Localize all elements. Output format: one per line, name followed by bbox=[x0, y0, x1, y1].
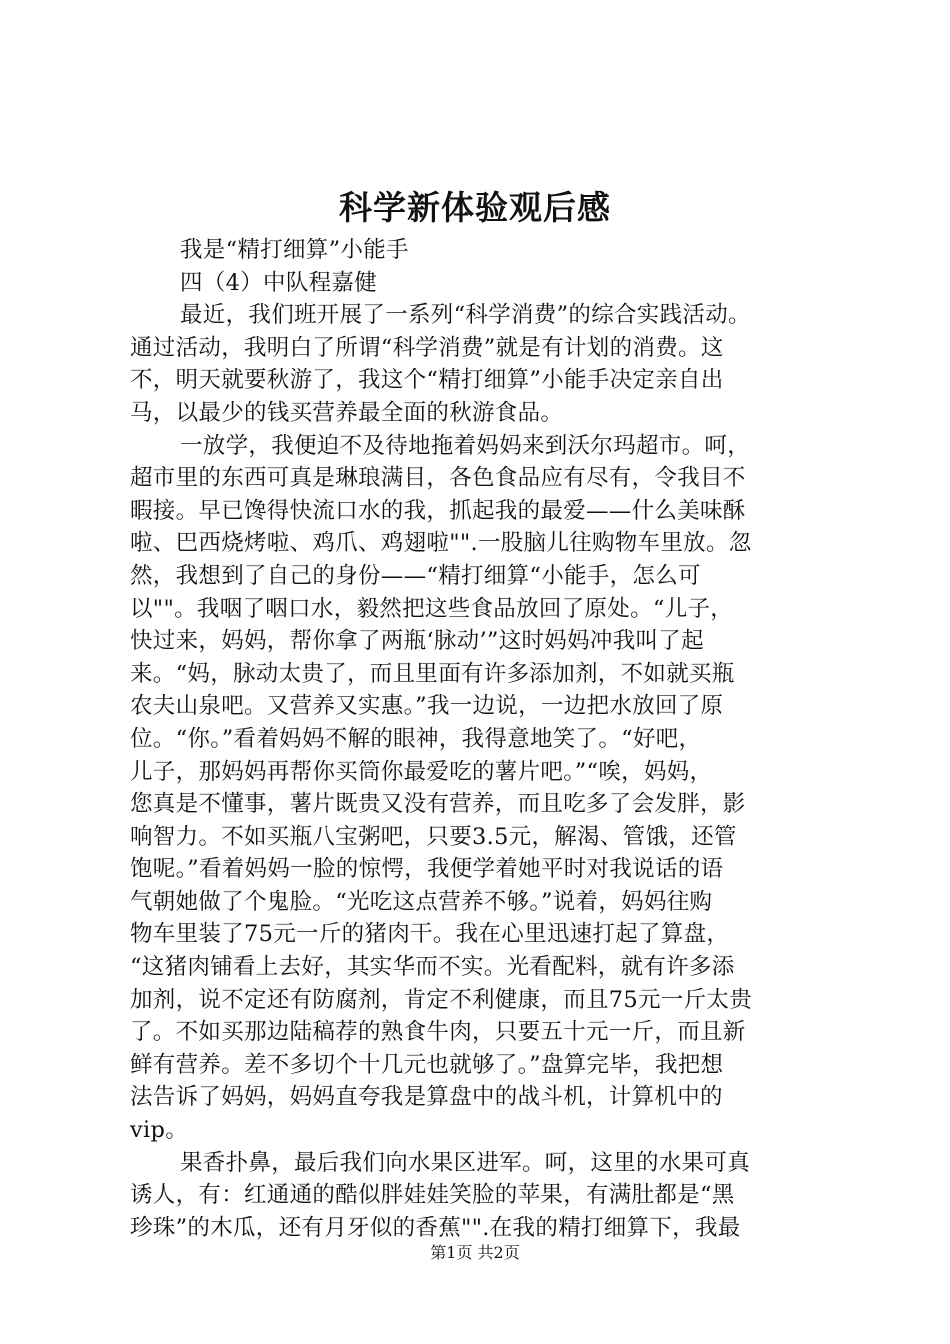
page-number-footer: 第1页 共2页 bbox=[430, 1243, 520, 1262]
paragraph-line: 农夫山泉吧。又营养又实惠。”我一边说，一边把水放回了原 bbox=[130, 693, 724, 720]
author-line: 四（4）中队程嘉健 bbox=[180, 269, 378, 296]
document-title: 科学新体验观后感 bbox=[339, 188, 611, 227]
paragraph-line: 位。“你。”看着妈妈不解的眼神，我得意地笑了。“好吧， bbox=[130, 725, 702, 752]
document-body bbox=[130, 234, 830, 1244]
paragraph-line: “这猪肉铺看上去好，其实华而不实。光看配料，就有许多添 bbox=[130, 954, 735, 981]
paragraph-line: 一放学，我便迫不及待地拖着妈妈来到沃尔玛超市。呵， bbox=[180, 432, 751, 459]
subtitle-line: 我是“精打细算”小能手 bbox=[180, 237, 409, 263]
paragraph-line: 以""。我咽了咽口水，毅然把这些食品放回了原处。“儿子， bbox=[130, 595, 734, 622]
paragraph-line: 马，以最少的钱买营养最全面的秋游食品。 bbox=[130, 399, 564, 426]
paragraph-line: 响智力。不如买瓶八宝粥吧，只要3.5元，解渴、管饿，还管 bbox=[130, 823, 737, 850]
paragraph-line: 最近，我们班开展了一系列“科学消费”的综合实践活动。 bbox=[180, 302, 751, 329]
paragraph-line: 来。“妈，脉动太贵了，而且里面有许多添加剂，不如就买瓶 bbox=[130, 660, 735, 687]
paragraph-line: 不，明天就要秋游了，我这个“精打细算”小能手决定亲自出 bbox=[130, 367, 724, 394]
paragraph-line: 气朝她做了个鬼脸。“光吃这点营养不够。”说着，妈妈往购 bbox=[130, 888, 713, 915]
paragraph-line: 诱人，有：红通通的酷似胖娃娃笑脸的苹果，有满肚都是“黑 bbox=[130, 1182, 735, 1209]
paragraph-line: 超市里的东西可真是琳琅满目，各色食品应有尽有，令我目不 bbox=[130, 465, 746, 492]
paragraph-line: 法告诉了妈妈，妈妈直夸我是算盘中的战斗机，计算机中的 bbox=[130, 1084, 723, 1111]
paragraph-line: 果香扑鼻，最后我们向水果区进军。呵，这里的水果可真 bbox=[180, 1149, 751, 1176]
paragraph-line: 您真是不懂事，薯片既贵又没有营养，而且吃多了会发胖，影 bbox=[130, 791, 746, 818]
paragraph-line: 物车里装了75元一斤的猪肉干。我在心里迅速打起了算盘， bbox=[130, 921, 730, 948]
paragraph-line: 珍珠”的木瓜，还有月牙似的香蕉"".在我的精打细算下，我最 bbox=[130, 1214, 741, 1241]
paragraph-line: 了。不如买那边陆稿荐的熟食牛肉，只要五十元一斤，而且新 bbox=[130, 1019, 746, 1046]
paragraph-line: 儿子，那妈妈再帮你买筒你最爱吃的薯片吧。”“唉，妈妈， bbox=[130, 758, 713, 785]
paragraph-line: 鲜有营养。差不多切个十几元也就够了。”盘算完毕，我把想 bbox=[130, 1051, 724, 1078]
paragraph-line: 饱呢。”看着妈妈一脸的惊愕，我便学着她平时对我说话的语 bbox=[130, 856, 724, 883]
paragraph-line: 加剂，说不定还有防腐剂，肯定不利健康，而且75元一斤太贵 bbox=[130, 986, 753, 1013]
paragraph-line: vip。 bbox=[130, 1117, 189, 1144]
paragraph-line: 暇接。早已馋得快流口水的我，抓起我的最爱——什么美味酥 bbox=[130, 497, 746, 524]
paragraph-line: 啦、巴西烧烤啦、鸡爪、鸡翅啦"".一股脑儿往购物车里放。忽 bbox=[130, 530, 752, 557]
paragraph-line: 然，我想到了自己的身份——“精打细算“小能手，怎么可 bbox=[130, 562, 701, 589]
paragraph-line: 通过活动，我明白了所谓“科学消费”就是有计划的消费。这 bbox=[130, 334, 724, 361]
paragraph-line: 快过来，妈妈，帮你拿了两瓶‘脉动’”这时妈妈冲我叫了起 bbox=[130, 628, 704, 655]
